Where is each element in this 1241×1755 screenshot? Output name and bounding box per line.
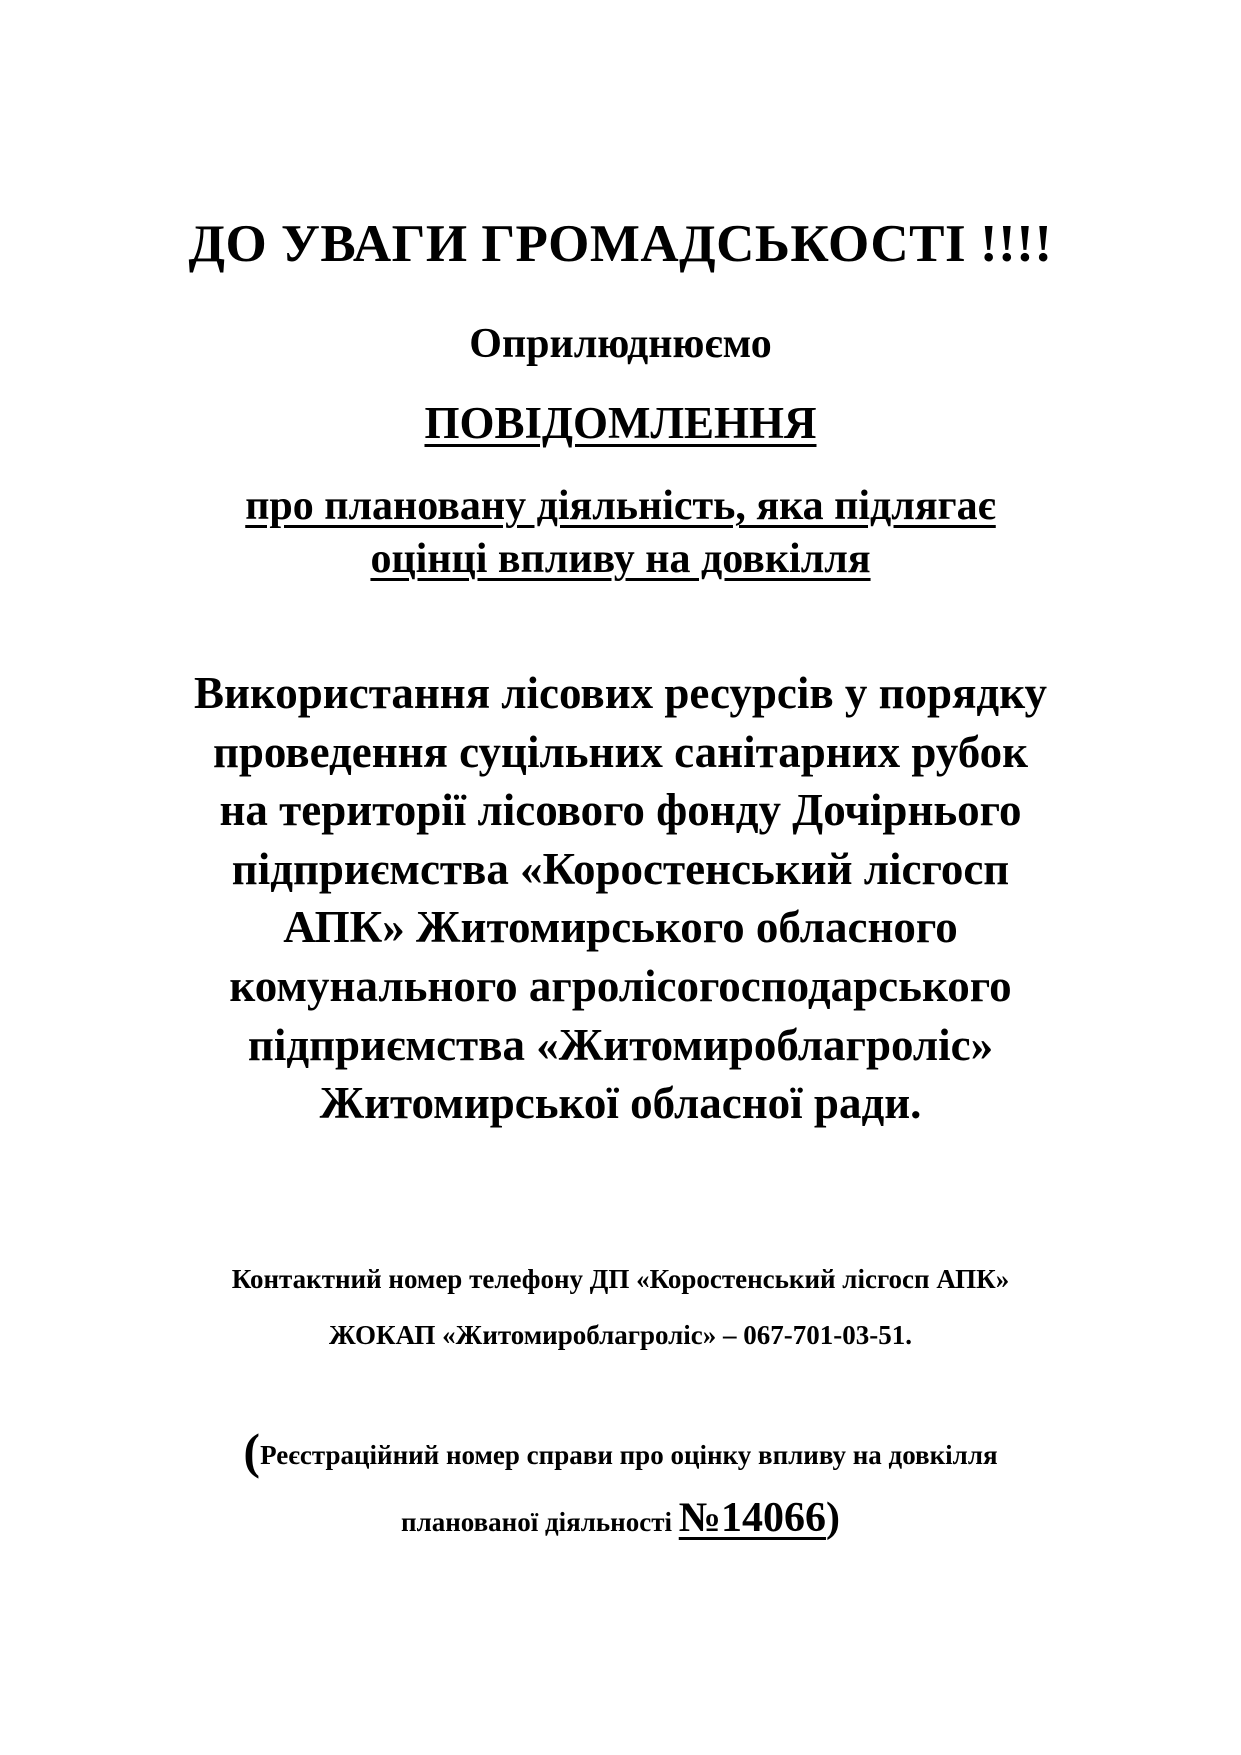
about-line-2	[0, 533, 1241, 585]
about-line-1	[0, 480, 1241, 532]
registration-line-2	[0, 1492, 1241, 1548]
attention-heading: ДО УВАГИ ГРОМАДСЬКОСТІ !!!!	[188, 215, 1053, 273]
activity-line-3: на території лісового фонду Дочірнього	[219, 785, 1022, 836]
about-text-2: оцінці впливу на довкілля	[370, 536, 871, 582]
activity-line-4: підприємства «Коростенський лісгосп	[231, 843, 1010, 894]
activity-description	[0, 664, 1241, 1133]
notice-title: ПОВІДОМЛЕННЯ	[424, 398, 817, 448]
activity-line-8: Житомирської обласної ради.	[319, 1078, 922, 1129]
activity-line-7: підприємства «Житомироблагроліс»	[247, 1019, 994, 1070]
about-text-1: про плановану діяльність, яка підлягає	[245, 483, 996, 529]
open-paren: (	[243, 1423, 261, 1479]
activity-line-6: комунального агролісогосподарського	[229, 960, 1012, 1011]
registration-text-2: планованої діяльності	[401, 1507, 679, 1537]
activity-line-1: Використання лісових ресурсів у порядку	[194, 668, 1047, 718]
registration-line-1	[0, 1423, 1241, 1483]
activity-line-5: АПК» Житомирського обласного	[283, 902, 958, 953]
close-paren: )	[825, 1495, 840, 1541]
contact-line-1: Контактний номер телефону ДП «Коростенський лісгосп АПК»	[231, 1264, 1010, 1294]
activity-line-2: проведення суцільних санітарних рубок	[212, 726, 1029, 777]
registration-text-1: Реєстраційний номер справи про оцінку впливу на довкілля	[260, 1440, 998, 1470]
notice-heading	[0, 395, 1241, 451]
registration-number: №14066	[678, 1495, 826, 1541]
publish-label: Оприлюднюємо	[469, 321, 772, 367]
contact-line-2: ЖОКАП «Житомироблагроліс» – 067-701-03-51.	[328, 1320, 913, 1350]
